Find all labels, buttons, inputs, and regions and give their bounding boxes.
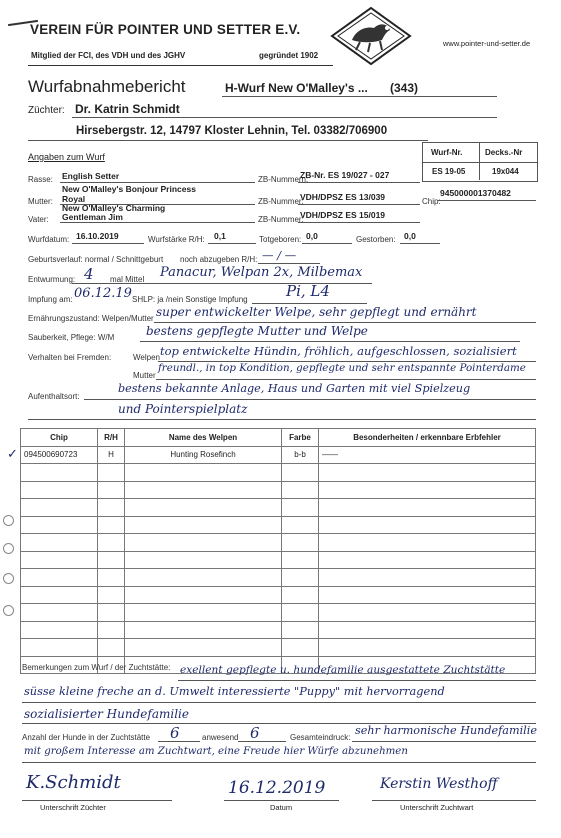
cell-farbe: b-b (282, 446, 319, 464)
cell-chip (21, 481, 98, 499)
association-name: VEREIN FÜR POINTER UND SETTER E.V. (30, 22, 301, 37)
cell-chip (21, 621, 98, 639)
zb-value-1: ZB-Nr. ES 19/027 - 027 (300, 170, 390, 180)
chip-label: Chip: (422, 197, 441, 206)
col-besonderheiten: Besonderheiten / erkennbare Erbfehler (319, 429, 536, 447)
gestorben-label: Gestorben: (356, 235, 396, 244)
mutter-verhalten-value: freundl., in top Kondition, gepflegte und sehr entspannte Pointerdame (158, 362, 526, 374)
cell-farbe (282, 481, 319, 499)
totgeboren-rule (302, 243, 352, 244)
table-row (21, 481, 536, 499)
chip-value: 945000001370482 (440, 188, 511, 198)
zb-value-2: VDH/DPSZ ES 13/039 (300, 192, 386, 202)
aufenthalt-label: Aufenthaltsort: (28, 392, 80, 401)
table-row (21, 569, 536, 587)
zb-rule-3 (298, 222, 420, 223)
totgeboren-label: Totgeboren: (259, 235, 302, 244)
wurfdatum-label: Wurfdatum: (28, 235, 70, 244)
decks-nr-label: Decks.-Nr (485, 148, 523, 157)
box-divider (479, 142, 480, 180)
table-row (21, 551, 536, 569)
rasse-label: Rasse: (28, 175, 53, 184)
zb-label-1: ZB-Nummern: (258, 175, 309, 184)
cell-besonderheiten (319, 481, 536, 499)
cell-farbe (282, 586, 319, 604)
wurfdatum-rule (72, 243, 144, 244)
hunde-rule (158, 741, 200, 742)
decks-nr-value: 19x044 (492, 167, 519, 176)
hunde-value: 6 (170, 724, 180, 742)
cell-chip (21, 534, 98, 552)
breeder-signature-rule (22, 800, 172, 801)
cell-name (125, 569, 282, 587)
cell-name (125, 621, 282, 639)
gestorben-rule (400, 243, 440, 244)
sauberkeit-rule (140, 341, 520, 342)
cell-name (125, 586, 282, 604)
cell-name (125, 639, 282, 657)
hunde-label: Anzahl der Hunde in der Zuchtstätte (22, 733, 151, 742)
cell-rh (98, 516, 125, 534)
aufenthalt-line2: und Pointerspielplatz (118, 402, 248, 416)
cell-rh (98, 551, 125, 569)
table-header-row (21, 429, 536, 447)
abzugeben-label: noch abzugeben R/H: (180, 255, 258, 264)
breeder-signature-label: Unterschrift Züchter (40, 803, 106, 812)
aufenthalt-rule2 (28, 419, 536, 420)
totgeboren-value: 0,0 (306, 231, 318, 241)
punch-hole (3, 605, 14, 616)
entwurmung-mid-label: mal Mittel (110, 275, 145, 284)
rasse-value: English Setter (62, 171, 120, 181)
wurf-nr-label: Wurf-Nr. (431, 148, 463, 157)
association-logo (330, 6, 412, 66)
impfung-sonst: Pi, L4 (286, 282, 330, 300)
cell-chip (21, 604, 98, 622)
litter-number: (343) (390, 81, 419, 95)
table-row (21, 499, 536, 517)
cell-farbe (282, 534, 319, 552)
cell-besonderheiten (319, 621, 536, 639)
aufenthalt-rule1 (84, 399, 536, 400)
verhalten-label: Verhalten bei Fremden: (28, 353, 112, 362)
cell-farbe (282, 516, 319, 534)
puppy-table (20, 428, 536, 674)
warden-signature-label: Unterschrift Zuchtwart (400, 803, 474, 812)
cell-farbe (282, 639, 319, 657)
staerke-value: 0,1 (214, 231, 226, 241)
cell-farbe (282, 621, 319, 639)
section-label: Angaben zum Wurf (28, 152, 105, 162)
wurfdatum-value: 16.10.2019 (76, 231, 119, 241)
remarks-line3: sozialisierter Hundefamilie (24, 707, 189, 721)
mutter-label: Mutter: (28, 197, 53, 206)
founded-text: gegründet 1902 (259, 51, 319, 60)
table-row (21, 446, 536, 464)
zb-label-3: ZB-Nummer: (258, 215, 304, 224)
cell-chip (21, 586, 98, 604)
cell-chip: 094500690723 (21, 446, 98, 464)
rasse-rule (60, 182, 255, 183)
signature-date: 16.12.2019 (228, 778, 326, 798)
cell-besonderheiten (319, 586, 536, 604)
anwesend-rule (238, 741, 286, 742)
col-chip: Chip (21, 429, 98, 447)
cell-rh (98, 481, 125, 499)
cell-besonderheiten: —— (319, 446, 536, 464)
welpen-label: Welpen (133, 353, 160, 362)
cell-chip (21, 551, 98, 569)
zb-rule-1 (298, 182, 420, 183)
ernaehrung-rule (154, 322, 536, 323)
punch-hole (3, 543, 14, 554)
remarks-label: Bemerkungen zum Wurf / der Zuchtstätte: (22, 663, 171, 672)
anwesend-value: 6 (250, 724, 260, 742)
breeder-label: Züchter: (28, 105, 65, 116)
welpen-value: top entwickelte Hündin, fröhlich, aufgeschlossen, sozialisiert (160, 344, 517, 358)
staerke-rule (208, 243, 256, 244)
membership-text: Mitglied der FCI, des VDH und des JGHV (31, 51, 186, 60)
gesamt-rule1 (352, 741, 536, 742)
table-row (21, 586, 536, 604)
col-rh: R/H (98, 429, 125, 447)
sauberkeit-value: bestens gepflegte Mutter und Welpe (146, 324, 368, 338)
cell-rh: H (98, 446, 125, 464)
zb-value-3: VDH/DPSZ ES 15/019 (300, 210, 386, 220)
cell-name (125, 499, 282, 517)
gesamt-rule2 (22, 762, 536, 763)
cell-name (125, 464, 282, 482)
entwurmung-label: Entwurmung: (28, 275, 76, 284)
table-row (21, 639, 536, 657)
cell-chip (21, 569, 98, 587)
breeder-address: Hirsebergstr. 12, 14797 Kloster Lehnin, Tel. 03382/706900 (76, 125, 388, 137)
box-mid-rule (422, 162, 537, 163)
ernaehrung-label: Ernährungszustand: Welpen/Mutter (28, 314, 154, 323)
title-rule (222, 96, 497, 97)
breeder-name: Dr. Katrin Schmidt (75, 102, 180, 116)
impfung-label: Impfung am: (28, 295, 73, 304)
sauberkeit-label: Sauberkeit, Pflege: W/M (28, 333, 115, 342)
address-rule (28, 140, 428, 141)
cell-rh (98, 464, 125, 482)
col-name: Name des Welpen (125, 429, 282, 447)
gesamt-label: Gesamteindruck: (290, 733, 351, 742)
chip-rule (438, 200, 536, 201)
table-row (21, 534, 536, 552)
mutter-name-line1: New O'Malley's Bonjour Princess (62, 184, 196, 194)
warden-signature: Kerstin Westhoff (380, 776, 498, 792)
entwurmung-value: Panacur, Welpan 2x, Milbemax (160, 265, 363, 280)
cell-besonderheiten (319, 551, 536, 569)
cell-rh (98, 621, 125, 639)
vater-name-line2: Gentleman Jim (62, 212, 123, 222)
report-title: Wurfabnahmebericht (28, 77, 186, 96)
table-row (21, 464, 536, 482)
cell-rh (98, 534, 125, 552)
remarks-rule1 (178, 680, 536, 681)
ernaehrung-value: super entwickelter Welpe, sehr gepflegt und ernährt (156, 305, 477, 319)
cell-farbe (282, 499, 319, 517)
cell-besonderheiten (319, 569, 536, 587)
cell-rh (98, 499, 125, 517)
mutter-verhalten-label: Mutter (133, 371, 156, 380)
date-label: Datum (270, 803, 293, 812)
cell-name (125, 534, 282, 552)
punch-hole (3, 573, 14, 584)
cell-farbe (282, 604, 319, 622)
punch-hole (3, 515, 14, 526)
litter-name: H-Wurf New O'Malley's ... (225, 81, 368, 95)
cell-chip (21, 516, 98, 534)
cell-rh (98, 569, 125, 587)
zb-label-2: ZB-Nummer: (258, 197, 304, 206)
cell-besonderheiten (319, 516, 536, 534)
gesamt-line1: sehr harmonische Hundefamilie (355, 724, 537, 737)
website-text: www.pointer-und-setter.de (443, 39, 531, 48)
cell-besonderheiten (319, 604, 536, 622)
cell-rh (98, 639, 125, 657)
cell-name (125, 604, 282, 622)
check-mark: ✓ (7, 446, 18, 461)
impfung-date: 06.12.19 (74, 286, 132, 301)
cell-rh (98, 604, 125, 622)
entwurmung-count: 4 (84, 265, 94, 283)
geburt-label: Geburtsverlauf: normal / Schnittgeburt (28, 255, 164, 264)
header-rule (28, 65, 333, 66)
abzugeben-value: — / — (262, 248, 297, 262)
cell-rh (98, 586, 125, 604)
table-row (21, 516, 536, 534)
cell-name (125, 481, 282, 499)
breeder-signature: K.Schmidt (26, 772, 121, 793)
cell-name (125, 551, 282, 569)
breeder-rule (72, 117, 497, 118)
table-row (21, 621, 536, 639)
gestorben-value: 0,0 (404, 231, 416, 241)
date-rule (224, 800, 339, 801)
vater-rule (60, 222, 255, 223)
impfung-rule (252, 303, 367, 304)
cell-besonderheiten (319, 639, 536, 657)
remarks-line1: exellent gepflegte u. hundefamilie ausgestattete Zuchtstätte (180, 664, 506, 676)
remarks-rule2 (22, 702, 536, 703)
cell-besonderheiten (319, 499, 536, 517)
mutter-name-line2: Royal (62, 194, 86, 204)
cell-name (125, 516, 282, 534)
vater-label: Vater: (28, 215, 49, 224)
cell-chip (21, 464, 98, 482)
staerke-label: Wurfstärke R/H: (148, 235, 205, 244)
aufenthalt-line1: bestens bekannte Anlage, Haus und Garten mit viel Spielzeug (118, 382, 471, 395)
cell-chip (21, 639, 98, 657)
warden-signature-rule (372, 800, 536, 801)
vater-name-line1: New O'Malley's Charming (62, 203, 166, 213)
cell-name: Hunting Rosefinch (125, 446, 282, 464)
zb-rule-2 (298, 204, 420, 205)
cell-farbe (282, 569, 319, 587)
remarks-line2: süsse kleine freche an d. Umwelt interessierte "Puppy" mit hervorragend (24, 685, 445, 698)
abzugeben-rule (258, 263, 320, 264)
cell-besonderheiten (319, 464, 536, 482)
cell-farbe (282, 464, 319, 482)
anwesend-label: anwesend (202, 733, 239, 742)
cell-besonderheiten (319, 534, 536, 552)
wurf-nr-value: ES 19-05 (432, 167, 466, 176)
gesamt-line2: mit großem Interesse am Zuchtwart, eine Freude hier Würfe abzunehmen (24, 746, 408, 757)
shlp-label: SHLP: ja /nein Sonstige Impfung (132, 295, 248, 304)
mutter-verhalten-rule (156, 379, 536, 380)
cell-farbe (282, 551, 319, 569)
col-farbe: Farbe (282, 429, 319, 447)
table-row (21, 604, 536, 622)
cell-chip (21, 499, 98, 517)
